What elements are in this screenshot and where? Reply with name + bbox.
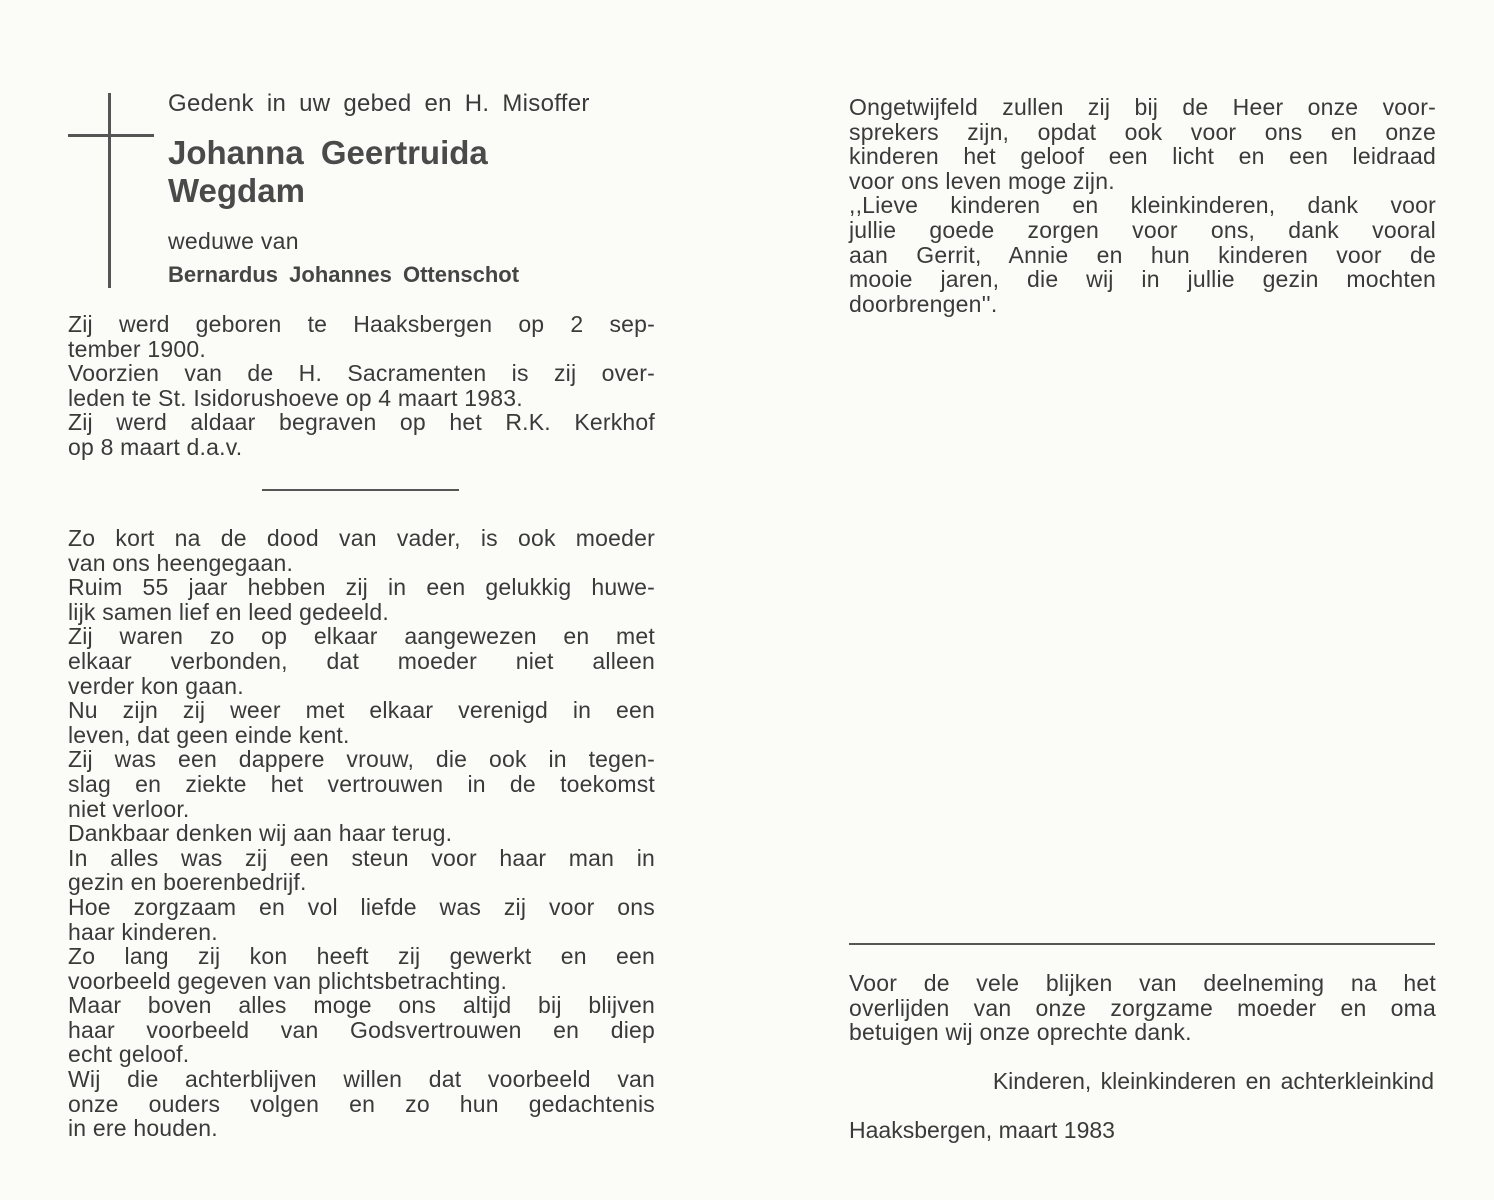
cross-icon: [108, 93, 111, 288]
text-line: Zij was een dappere vrouw, die ook in tegen-: [68, 746, 655, 773]
paragraph: [68, 846, 655, 895]
deceased-name-line1: Johanna Geertruida: [168, 134, 488, 171]
husband-name: Bernardus Johannes Ottenschot: [168, 262, 520, 287]
cross-icon-bar: [68, 134, 154, 137]
paragraph: [849, 193, 1436, 316]
paragraph: [68, 747, 655, 821]
text-line: aan Gerrit, Annie en hun kinderen voor de: [849, 241, 1436, 268]
text-line: onze ouders volgen en zo hun gedachtenis: [68, 1090, 655, 1117]
paragraph: [68, 410, 655, 459]
text-line: voor ons leven moge zijn.: [849, 167, 1115, 194]
text-line: Ongetwijfeld zullen zij bij de Heer onze voor-: [849, 94, 1436, 120]
text-line: Nu zijn zij weer met elkaar verenigd in een: [68, 697, 655, 724]
signature: Kinderen, kleinkinderen en achterkleinkind: [992, 1068, 1434, 1094]
text-line: Zo lang zij kon heeft zij gewerkt en een: [68, 943, 655, 970]
text-line: verder kon gaan.: [68, 672, 244, 699]
text-line: doorbrengen''.: [849, 290, 998, 317]
text-line: kinderen het geloof een licht en een leidraad: [849, 143, 1436, 170]
text-line: Voor de vele blijken van deelneming na het: [849, 970, 1436, 996]
text-line: Dankbaar denken wij aan haar terug.: [68, 820, 453, 847]
text-line: Zo kort na de dood van vader, is ook moeder: [68, 525, 655, 551]
text-line: elkaar verbonden, dat moeder niet alleen: [68, 647, 655, 674]
paragraph: [68, 944, 655, 993]
text-line: leden te St. Isidorushoeve op 4 maart 1983.: [68, 384, 523, 411]
text-line: in ere houden.: [68, 1115, 218, 1142]
deceased-name-line2: Wegdam: [168, 172, 305, 209]
text-line: Voorzien van de H. Sacramenten is zij over-: [68, 360, 655, 387]
text-line: leven, dat geen einde kent.: [68, 721, 350, 748]
text-line: echt geloof.: [68, 1041, 190, 1068]
paragraph: [68, 821, 655, 846]
facts-block: [68, 312, 655, 460]
intro-line: Gedenk in uw gebed en H. Misoffer: [168, 90, 590, 117]
paragraph: [68, 993, 655, 1067]
thanks-block: [849, 971, 1436, 1045]
deceased-name: [168, 134, 488, 210]
divider-right: [849, 943, 1435, 945]
paragraph: [68, 361, 655, 410]
text-line: betuigen wij onze oprechte dank.: [849, 1019, 1192, 1046]
text-line: lijk samen lief en leed gedeeld.: [68, 598, 389, 625]
paragraph: [68, 698, 655, 747]
text-line: van ons heengegaan.: [68, 549, 294, 576]
paragraph: [68, 624, 655, 698]
text-line: In alles was zij een steun voor haar man in: [68, 844, 655, 871]
text-line: gezin en boerenbedrijf.: [68, 869, 307, 896]
text-line: slag en ziekte het vertrouwen in de toekomst: [68, 770, 655, 797]
text-line: voorbeeld gegeven van plichtsbetrachting.: [68, 967, 508, 994]
text-line: overlijden van onze zorgzame moeder en oma: [849, 994, 1436, 1021]
paragraph: [849, 95, 1436, 193]
text-line: Zij werd aldaar begraven op het R.K. Kerkhof: [68, 409, 655, 436]
text-line: Zij waren zo op elkaar aangewezen en met: [68, 623, 655, 650]
right-text-block: [849, 95, 1436, 316]
text-line: ,,Lieve kinderen en kleinkinderen, dank voor: [849, 192, 1436, 219]
widow-of-label: weduwe van: [168, 228, 299, 254]
paragraph: [68, 1067, 655, 1141]
text-line: jullie goede zorgen voor ons, dank vooral: [849, 216, 1436, 243]
paragraph: [849, 971, 1436, 1045]
text-line: Ruim 55 jaar hebben zij in een gelukkig huwe-: [68, 574, 655, 601]
text-line: mooie jaren, die wij in jullie gezin mochten: [849, 266, 1436, 293]
text-line: niet verloor.: [68, 795, 190, 822]
paragraph: [68, 895, 655, 944]
paragraph: [68, 526, 655, 575]
text-line: haar kinderen.: [68, 918, 218, 945]
place-date: Haaksbergen, maart 1983: [849, 1117, 1115, 1143]
text-line: haar voorbeeld van Godsvertrouwen en diep: [68, 1016, 655, 1043]
text-line: op 8 maart d.a.v.: [68, 433, 243, 460]
text-line: Zij werd geboren te Haaksbergen op 2 sep-: [68, 311, 655, 337]
divider-left: [262, 489, 459, 491]
text-line: Hoe zorgzaam en vol liefde was zij voor ons: [68, 893, 655, 920]
tribute-block: [68, 526, 655, 1141]
text-line: Wij die achterblijven willen dat voorbeeld van: [68, 1066, 655, 1093]
text-line: tember 1900.: [68, 335, 206, 362]
paragraph: [68, 575, 655, 624]
text-line: Maar boven alles moge ons altijd bij blijven: [68, 992, 655, 1019]
paragraph: [68, 312, 655, 361]
text-line: sprekers zijn, opdat ook voor ons en onze: [849, 118, 1436, 145]
